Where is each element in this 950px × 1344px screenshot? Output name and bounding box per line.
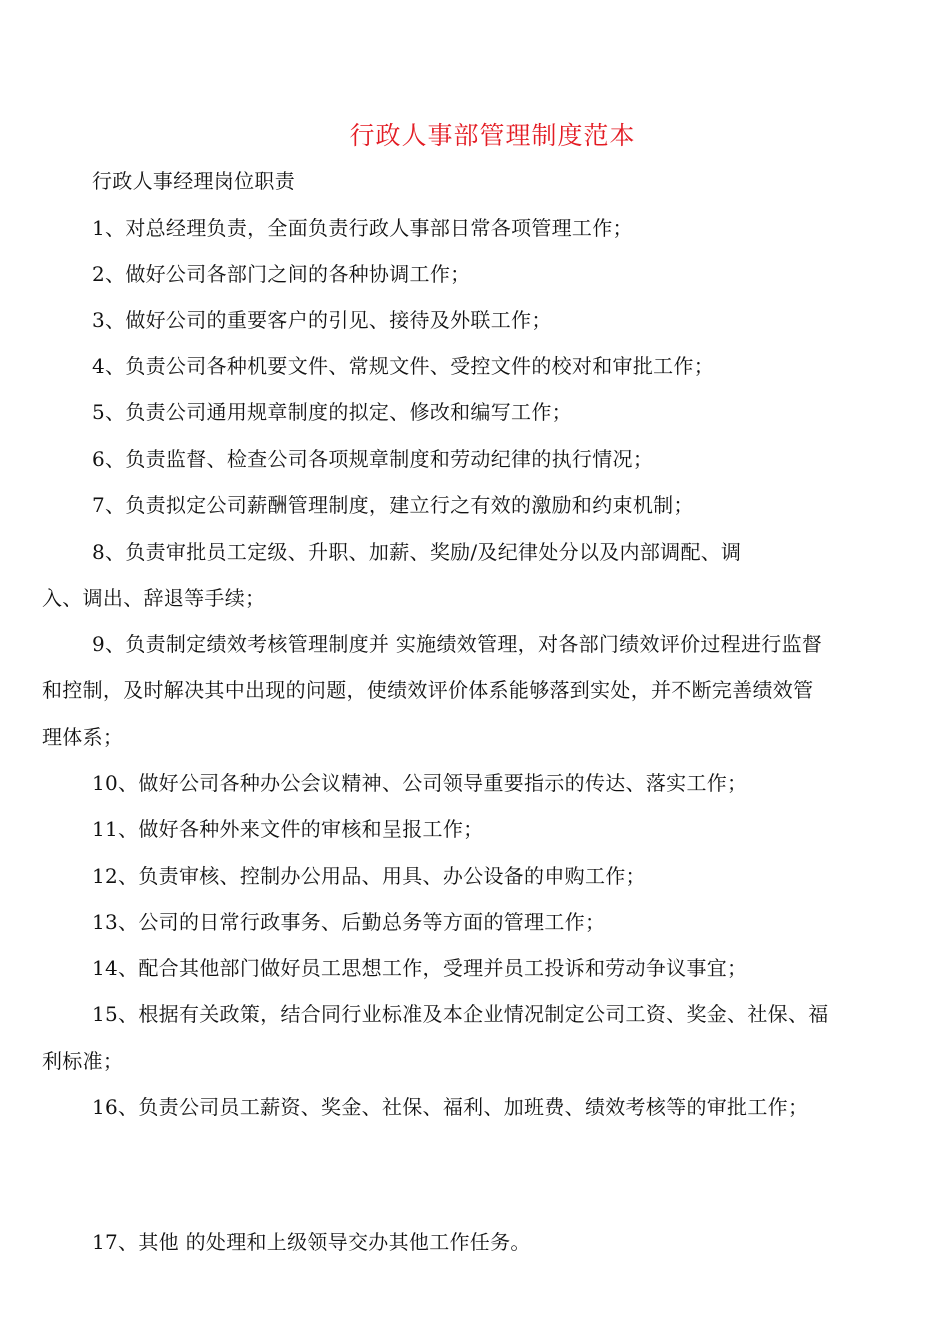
document-title: 行政人事部管理制度范本 [349, 121, 636, 150]
duty-line-9: 9、负责制定绩效考核管理制度并 实施绩效管理，对各部门绩效评价过程进行监督 [92, 632, 823, 656]
duty-line-9-cont-2: 理体系； [42, 725, 124, 749]
section-heading: 行政人事经理岗位职责 [92, 169, 295, 193]
duty-line-11: 11、做好各种外来文件的审核和呈报工作； [92, 817, 484, 841]
duty-line-1: 1、对总经理负责，全面负责行政人事部日常各项管理工作； [92, 216, 633, 240]
duty-line-14: 14、配合其他部门做好员工思想工作，受理并员工投诉和劳动争议事宜； [92, 956, 748, 980]
duty-line-8-cont: 入、调出、辞退等手续； [42, 586, 266, 610]
duty-line-5: 5、负责公司通用规章制度的拟定、修改和编写工作； [92, 400, 572, 424]
duty-line-13: 13、公司的日常行政事务、后勤总务等方面的管理工作； [92, 910, 606, 934]
duty-line-15: 15、根据有关政策，结合同行业标准及本企业情况制定公司工资、奖金、社保、福 [92, 1002, 829, 1026]
duty-line-6: 6、负责监督、检查公司各项规章制度和劳动纪律的执行情况； [92, 447, 654, 471]
duty-line-16: 16、负责公司员工薪资、奖金、社保、福利、加班费、绩效考核等的审批工作； [92, 1095, 809, 1119]
duty-line-4: 4、负责公司各种机要文件、常规文件、受控文件的校对和审批工作； [92, 354, 715, 378]
duty-line-17: 17、其他 的处理和上级领导交办其他工作任务。 [92, 1230, 531, 1254]
duty-line-15-cont: 利标准； [42, 1049, 124, 1073]
duty-line-10: 10、做好公司各种办公会议精神、公司领导重要指示的传达、落实工作； [92, 771, 748, 795]
duty-line-8: 8、负责审批员工定级、升职、加薪、奖励/及纪律处分以及内部调配、调 [92, 540, 742, 564]
duty-line-7: 7、负责拟定公司薪酬管理制度，建立行之有效的激励和约束机制； [92, 493, 694, 517]
duty-line-12: 12、负责审核、控制办公用品、用具、办公设备的申购工作； [92, 864, 646, 888]
duty-line-9-cont-1: 和控制，及时解决其中出现的问题，使绩效评价体系能够落到实处，并不断完善绩效管 [42, 678, 814, 702]
duty-line-3: 3、做好公司的重要客户的引见、接待及外联工作； [92, 308, 552, 332]
duty-line-2: 2、做好公司各部门之间的各种协调工作； [92, 262, 471, 286]
